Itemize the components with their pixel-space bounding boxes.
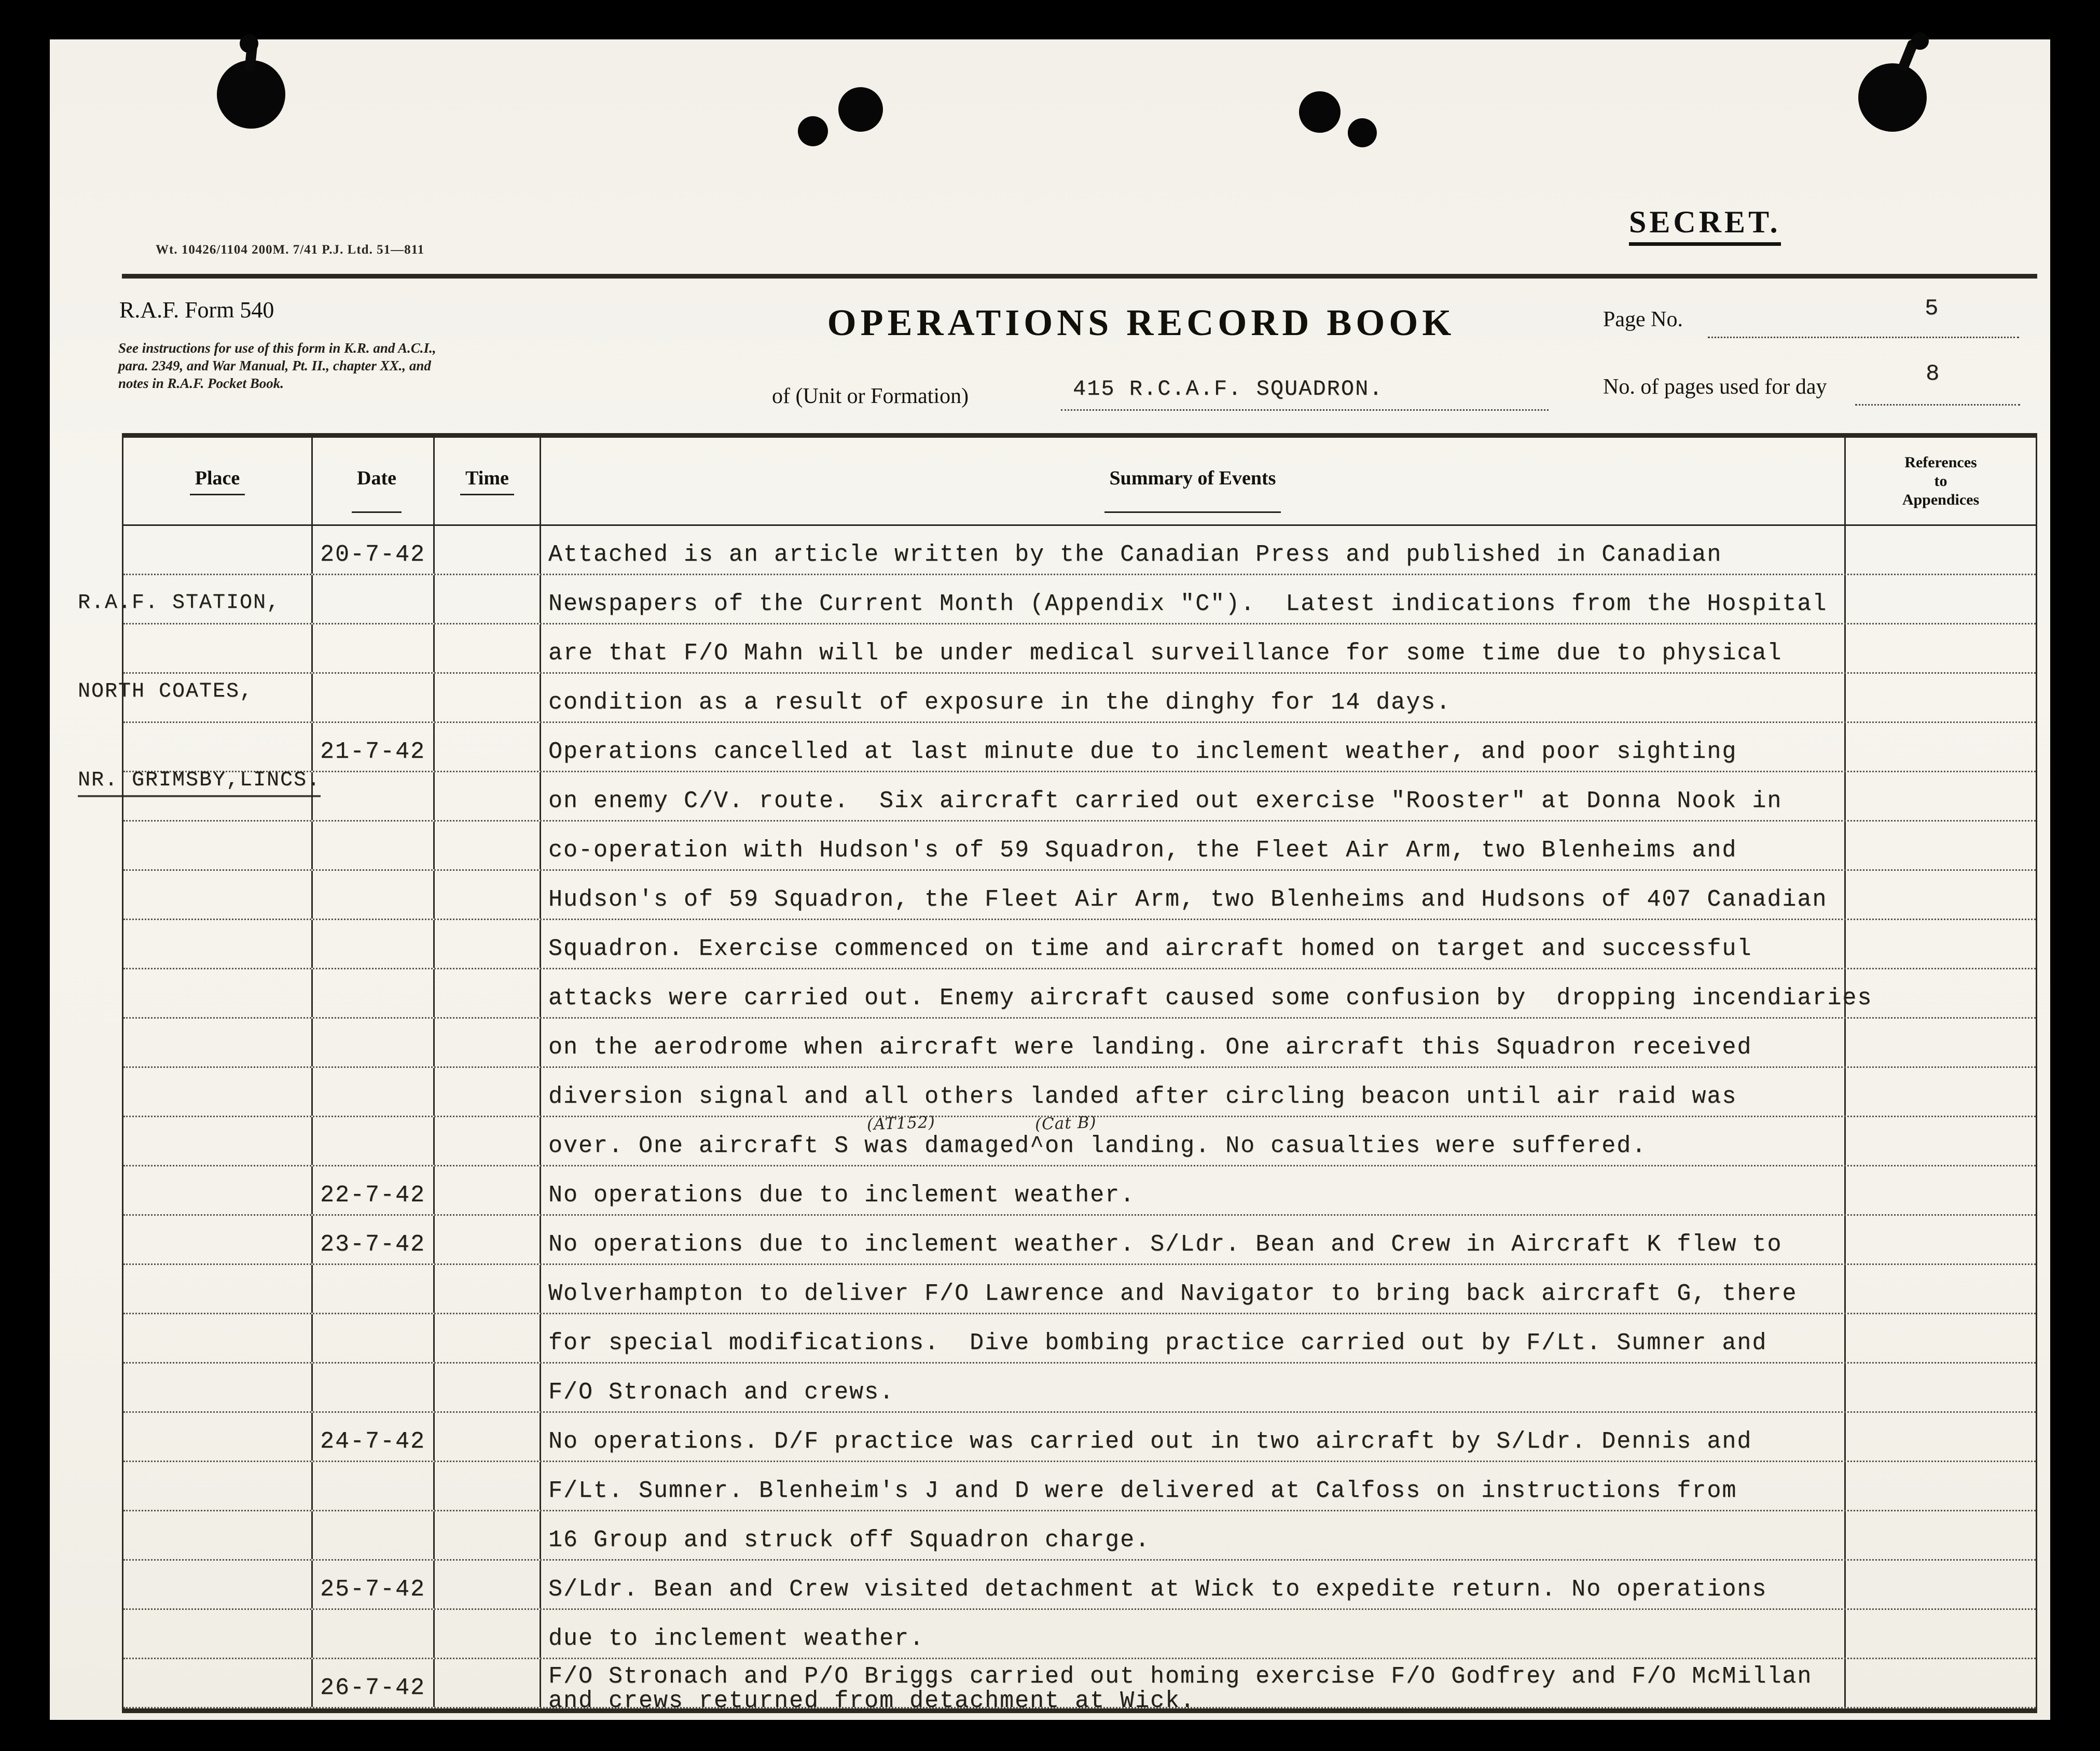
date-cell	[313, 871, 435, 919]
form-reference: R.A.F. Form 540	[119, 297, 274, 323]
place-spacer	[123, 1462, 313, 1510]
date-cell	[313, 822, 435, 869]
date-cell	[313, 575, 435, 623]
time-cell	[435, 1364, 541, 1411]
place-spacer	[123, 1265, 313, 1313]
table-row	[123, 1364, 2036, 1413]
summary-line: No operations. D/F practice was carried out in two aircraft by S/Ldr. Dennis and	[541, 1413, 1846, 1461]
date-cell: 25-7-42	[313, 1561, 435, 1608]
references-cell	[1846, 1561, 2036, 1608]
place-line: R.A.F. STATION,	[78, 591, 281, 615]
header-summary	[541, 438, 1846, 524]
header-rule	[122, 274, 2037, 279]
references-cell	[1846, 969, 2036, 1017]
table-row	[123, 1314, 2036, 1364]
table-row	[123, 822, 2036, 871]
place-line	[78, 766, 321, 797]
place-spacer	[123, 1413, 313, 1461]
date-cell: 20-7-42	[313, 526, 435, 574]
place-cell	[78, 529, 321, 856]
form-instructions-line: notes in R.A.F. Pocket Book.	[118, 376, 284, 391]
references-cell	[1846, 1610, 2036, 1658]
summary-line	[541, 1113, 1846, 1165]
table-row	[123, 969, 2036, 1019]
summary-line: are that F/O Mahn will be under medical surveillance for some time due to physical	[541, 624, 1846, 672]
place-spacer	[123, 1610, 313, 1658]
summary-line	[541, 1659, 1846, 1714]
summary-line: F/O Stronach and crews.	[541, 1364, 1846, 1411]
table-row	[123, 1166, 2036, 1216]
table-header	[123, 438, 2036, 526]
time-cell	[435, 1117, 541, 1165]
references-cell	[1846, 1462, 2036, 1510]
references-cell	[1846, 1511, 2036, 1559]
time-cell	[435, 1068, 541, 1116]
summary-line: Attached is an article written by the Canadian Press and published in Canadian	[541, 526, 1846, 574]
time-cell	[435, 674, 541, 721]
summary-line: Hudson's of 59 Squadron, the Fleet Air Arm, two Blenheims and Hudsons of 407 Canadian	[541, 871, 1846, 919]
place-spacer	[123, 1561, 313, 1608]
references-cell	[1846, 674, 2036, 721]
punch-hole	[838, 87, 883, 132]
date-cell	[313, 1117, 435, 1165]
time-cell	[435, 920, 541, 968]
header-time-label: Time	[460, 467, 514, 495]
form-instructions-line: See instructions for use of this form in K.R. and A.C.I.,	[118, 340, 436, 356]
place-spacer	[123, 1166, 313, 1214]
header-date-label: Date	[352, 449, 402, 513]
table-row	[123, 1659, 2036, 1714]
time-cell	[435, 575, 541, 623]
time-cell	[435, 1511, 541, 1559]
form-instructions-line: para. 2349, and War Manual, Pt. II., chapter XX., and	[118, 358, 431, 373]
time-cell	[435, 624, 541, 672]
scanned-page	[50, 39, 2050, 1720]
references-cell	[1846, 822, 2036, 869]
punch-hole	[1858, 63, 1927, 132]
header-summary-label: Summary of Events	[1104, 449, 1281, 513]
table-row	[123, 1113, 2036, 1166]
unit-value: 415 R.C.A.F. SQUADRON.	[1073, 377, 1384, 401]
place-spacer	[123, 1314, 313, 1362]
date-cell	[313, 674, 435, 721]
date-cell: 22-7-42	[313, 1166, 435, 1214]
date-cell	[313, 624, 435, 672]
table-row	[123, 1068, 2036, 1117]
page-no-dotted-line	[1708, 309, 2019, 338]
summary-line: on the aerodrome when aircraft were landing. One aircraft this Squadron received	[541, 1019, 1846, 1066]
date-cell: 26-7-42	[313, 1659, 435, 1707]
references-cell	[1846, 1166, 2036, 1214]
place-line: NORTH COATES,	[78, 680, 254, 703]
page-title: OPERATIONS RECORD BOOK	[827, 302, 1456, 343]
header-references-line: Appendices	[1902, 491, 1980, 508]
table-row	[123, 1265, 2036, 1314]
references-cell	[1846, 624, 2036, 672]
table-row	[123, 624, 2036, 674]
header-references-line: to	[1934, 472, 1947, 490]
time-cell	[435, 822, 541, 869]
summary-line: condition as a result of exposure in the dinghy for 14 days.	[541, 674, 1846, 721]
date-cell	[313, 772, 435, 820]
orb-table	[78, 433, 2037, 1714]
date-cell	[313, 1068, 435, 1116]
table-row	[123, 871, 2036, 920]
summary-line: Squadron. Exercise commenced on time and aircraft homed on target and successful	[541, 920, 1846, 968]
summary-line: Operations cancelled at last minute due to inclement weather, and poor sighting	[541, 723, 1846, 771]
references-cell	[1846, 1216, 2036, 1263]
date-cell	[313, 1610, 435, 1658]
references-cell	[1846, 1314, 2036, 1362]
place-spacer	[123, 1511, 313, 1559]
unit-label: of (Unit or Formation)	[772, 384, 969, 408]
punch-hole	[1299, 91, 1341, 133]
header-date	[313, 438, 435, 524]
header-references-line: References	[1904, 453, 1977, 471]
table-row	[123, 526, 2036, 575]
time-cell	[435, 1314, 541, 1362]
time-cell	[435, 526, 541, 574]
date-cell	[313, 969, 435, 1017]
table-row	[123, 575, 2036, 624]
date-cell	[313, 1364, 435, 1411]
time-cell	[435, 1265, 541, 1313]
date-cell	[313, 1462, 435, 1510]
date-cell	[313, 1314, 435, 1362]
references-cell	[1846, 1019, 2036, 1066]
place-spacer	[123, 969, 313, 1017]
place-spacer	[123, 1659, 313, 1707]
table-row	[123, 1610, 2036, 1659]
time-cell	[435, 723, 541, 771]
time-cell	[435, 969, 541, 1017]
references-cell	[1846, 1364, 2036, 1411]
time-cell	[435, 1019, 541, 1066]
time-cell	[435, 772, 541, 820]
table-row	[123, 1413, 2036, 1462]
summary-line: 16 Group and struck off Squadron charge.	[541, 1511, 1846, 1559]
references-cell	[1846, 772, 2036, 820]
pages-used-value: 8	[1926, 361, 1941, 387]
header-references	[1846, 438, 2036, 524]
references-cell	[1846, 723, 2036, 771]
handwritten-annotation: (Cat B)	[1034, 1113, 1097, 1134]
table-body	[78, 526, 2036, 1714]
header-place	[123, 438, 313, 524]
binder-fastener-left-cap	[240, 34, 258, 53]
page-no-value: 5	[1925, 296, 1940, 322]
table-row	[123, 1019, 2036, 1068]
table-row	[123, 772, 2036, 822]
date-cell	[313, 1265, 435, 1313]
summary-line: S/Ldr. Bean and Crew visited detachment at Wick to expedite return. No operations	[541, 1561, 1846, 1608]
summary-line: attacks were carried out. Enemy aircraft caused some confusion by dropping incendiaries	[541, 969, 1846, 1017]
pages-used-label: No. of pages used for day	[1603, 375, 1827, 399]
table-row	[123, 674, 2036, 723]
table-row	[123, 723, 2036, 772]
references-cell	[1846, 575, 2036, 623]
time-cell	[435, 871, 541, 919]
date-cell: 21-7-42	[313, 723, 435, 771]
references-cell	[1846, 871, 2036, 919]
punch-hole	[1348, 118, 1377, 147]
table-row	[123, 1511, 2036, 1561]
references-cell	[1846, 526, 2036, 574]
time-cell	[435, 1659, 541, 1707]
summary-line: No operations due to inclement weather.	[541, 1166, 1846, 1214]
date-cell	[313, 920, 435, 968]
references-cell	[1846, 920, 2036, 968]
header-place-label: Place	[190, 467, 245, 495]
time-cell	[435, 1610, 541, 1658]
references-cell	[1846, 1413, 2036, 1461]
summary-text: F/O Stronach and P/O Briggs carried out homing exercise F/O Godfrey and F/O McMillan	[548, 1663, 1813, 1690]
date-cell	[313, 1019, 435, 1066]
summary-line: diversion signal and all others landed after circling beacon until air raid was	[541, 1068, 1846, 1116]
place-spacer	[123, 1019, 313, 1066]
form-instructions	[118, 339, 616, 392]
date-cell	[313, 1511, 435, 1559]
summary-line: No operations due to inclement weather. S/Ldr. Bean and Crew in Aircraft K flew to	[541, 1216, 1846, 1263]
summary-line: co-operation with Hudson's of 59 Squadron, the Fleet Air Arm, two Blenheims and	[541, 822, 1846, 869]
place-spacer	[123, 1068, 313, 1116]
table-row	[123, 920, 2036, 969]
place-spacer	[123, 871, 313, 919]
place-spacer	[123, 1364, 313, 1411]
references-cell	[1846, 1265, 2036, 1313]
references-cell	[1846, 1659, 2036, 1707]
summary-line: F/Lt. Sumner. Blenheim's J and D were delivered at Calfoss on instructions from	[541, 1462, 1846, 1510]
time-cell	[435, 1561, 541, 1608]
table-top-rule	[122, 433, 2037, 438]
date-cell: 23-7-42	[313, 1216, 435, 1263]
summary-line: due to inclement weather.	[541, 1610, 1846, 1658]
summary-text: over. One aircraft S was damaged^on landing. No casualties were suffered.	[548, 1133, 1647, 1159]
summary-line: for special modifications. Dive bombing practice carried out by F/Lt. Sumner and	[541, 1314, 1846, 1362]
time-cell	[435, 1166, 541, 1214]
summary-text: and crews returned from detachment at Wick.	[548, 1688, 1196, 1714]
place-spacer	[123, 1216, 313, 1263]
place-spacer	[123, 1117, 313, 1165]
handwritten-annotation: (AT152)	[866, 1113, 936, 1134]
summary-line: Wolverhampton to deliver F/O Lawrence and Navigator to bring back aircraft G, there	[541, 1265, 1846, 1313]
date-cell: 24-7-42	[313, 1413, 435, 1461]
references-cell	[1846, 1068, 2036, 1116]
time-cell	[435, 1413, 541, 1461]
punch-hole	[798, 116, 828, 146]
binder-fastener-right-cap	[1911, 32, 1929, 50]
table-row	[123, 1561, 2036, 1610]
time-cell	[435, 1462, 541, 1510]
summary-line: Newspapers of the Current Month (Appendix "C"). Latest indications from the Hospital	[541, 575, 1846, 623]
place-line-underlined: NR. GRIMSBY,LINCS.	[78, 766, 321, 797]
references-cell	[1846, 1117, 2036, 1165]
header-time	[435, 438, 541, 524]
time-cell	[435, 1216, 541, 1263]
summary-line: on enemy C/V. route. Six aircraft carried out exercise "Rooster" at Donna Nook in	[541, 772, 1846, 820]
page-no-label: Page No.	[1603, 308, 1683, 331]
secret-stamp: SECRET.	[1629, 204, 1781, 246]
table-row	[123, 1216, 2036, 1265]
printer-code: Wt. 10426/1104 200M. 7/41 P.J. Ltd. 51—811	[156, 243, 425, 257]
place-spacer	[123, 920, 313, 968]
table-row	[123, 1462, 2036, 1511]
